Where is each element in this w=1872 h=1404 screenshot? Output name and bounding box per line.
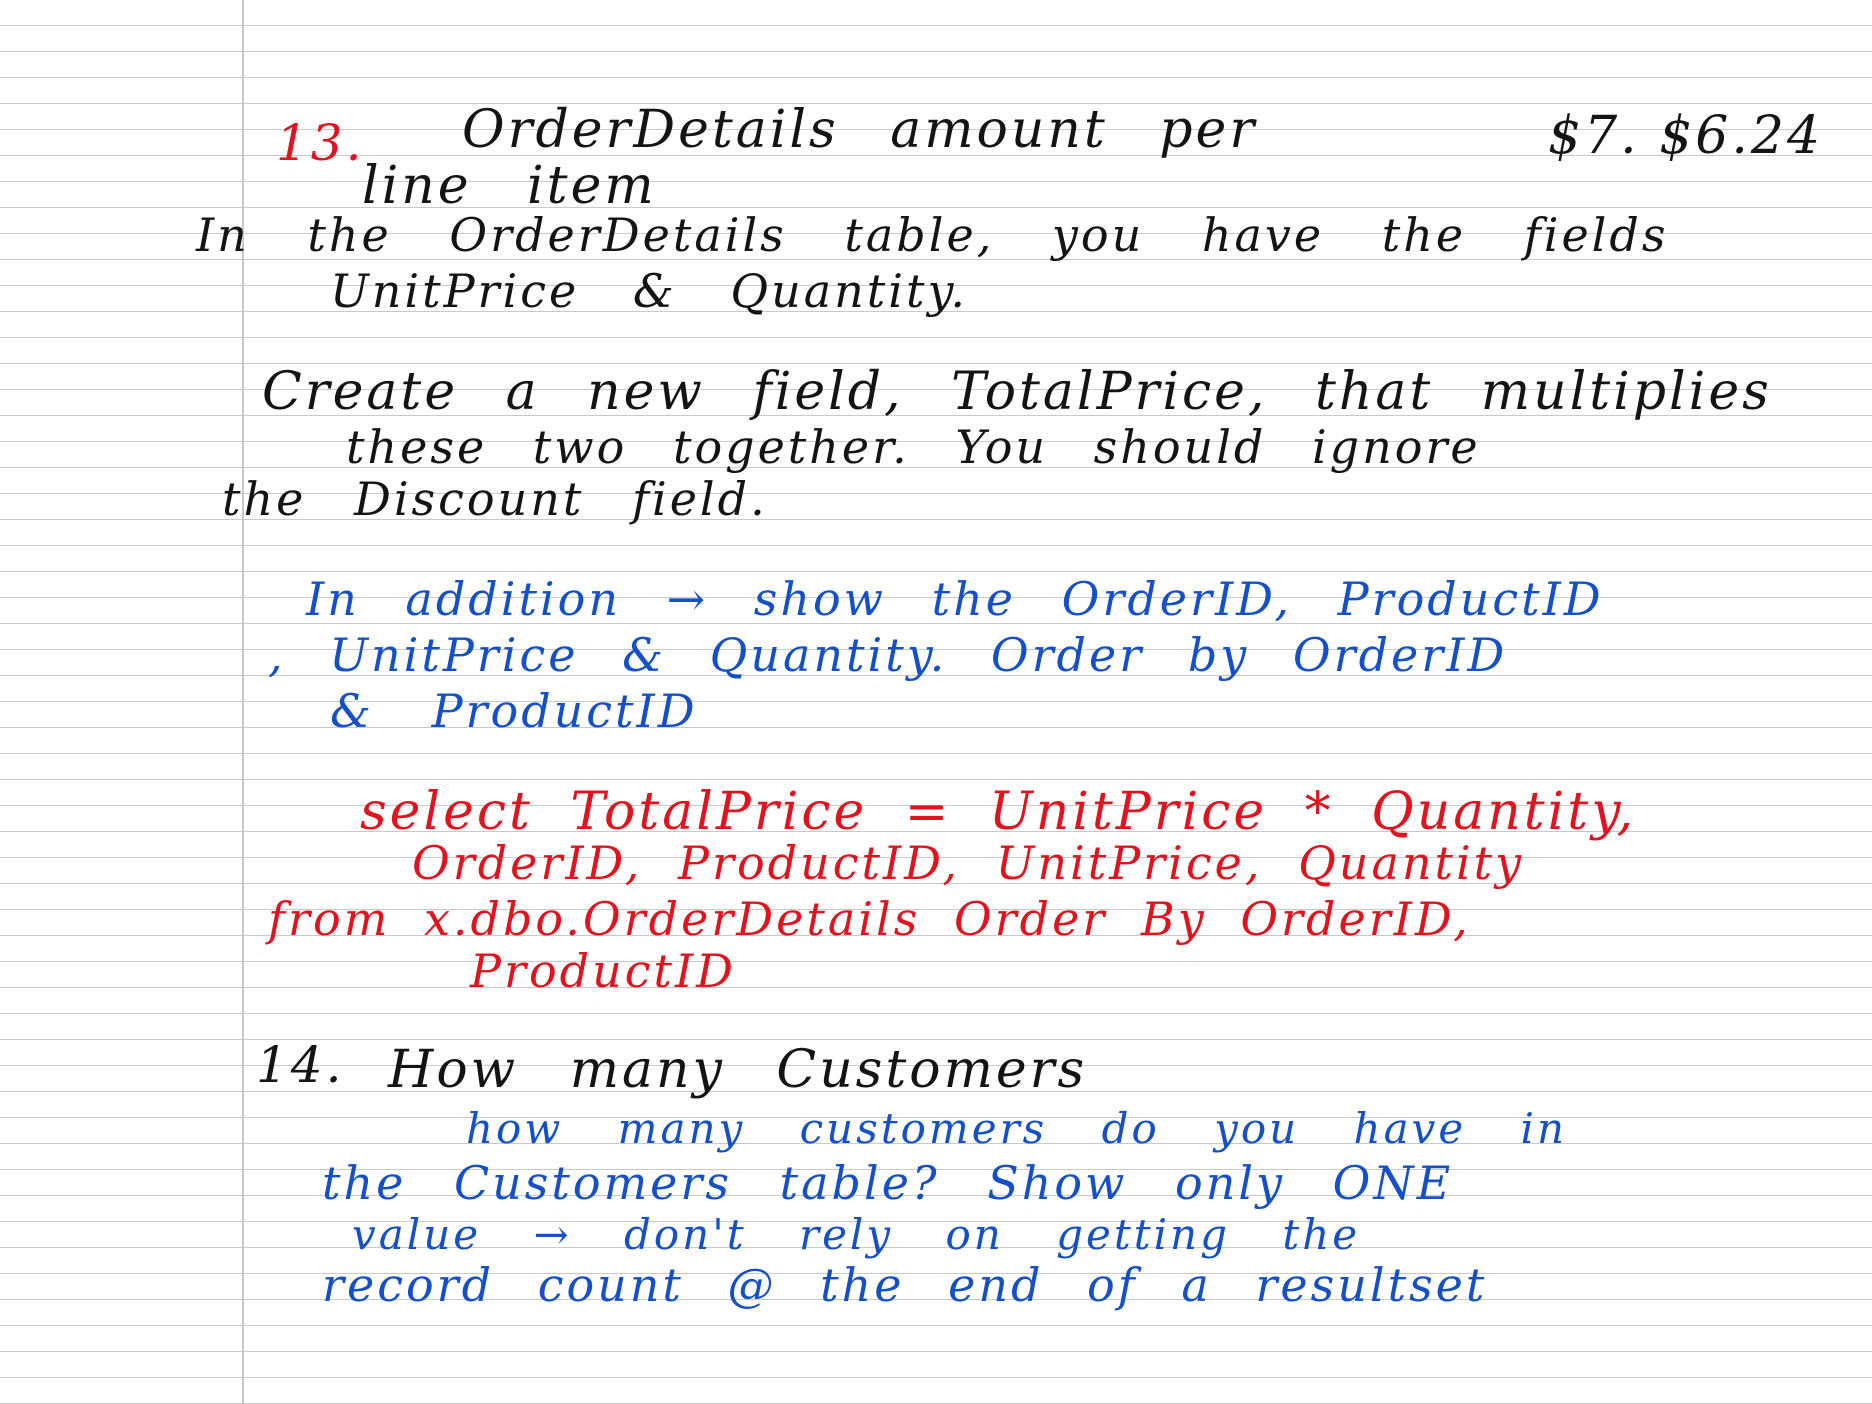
q13-task-line3: the Discount field. xyxy=(222,472,768,526)
q13-task-line1: Create a new field, TotalPrice, that multiplies xyxy=(262,362,1772,422)
q13-desc-line2: UnitPrice & Quantity. xyxy=(330,264,968,318)
q13-sql-line1: select TotalPrice = UnitPrice * Quantity, xyxy=(360,782,1637,842)
q13-sql-line4: ProductID xyxy=(470,944,737,998)
q13-number: 13. xyxy=(276,114,365,172)
q13-title-line1: OrderDetails amount per xyxy=(462,100,1258,160)
q14-line3: value → don't rely on getting the xyxy=(352,1210,1361,1259)
q14-number: 14. xyxy=(256,1036,345,1094)
q13-addition-line1: In addition → show the OrderID, ProductID xyxy=(306,572,1604,626)
q14-line2: the Customers table? Show only ONE xyxy=(322,1156,1454,1210)
q14-title: How many Customers xyxy=(388,1040,1088,1100)
q13-desc-line1: In the OrderDetails table, you have the fields xyxy=(196,208,1669,262)
q13-amount: $7. $6.24 xyxy=(1548,106,1824,166)
q13-sql-line3: from x.dbo.OrderDetails Order By OrderID, xyxy=(268,892,1471,946)
q13-addition-line2: , UnitPrice & Quantity. Order by OrderID xyxy=(268,628,1508,682)
q13-sql-line2: OrderID, ProductID, UnitPrice, Quantity xyxy=(412,836,1525,890)
q13-title-line2: line item xyxy=(362,156,657,216)
q14-line1: how many customers do you have in xyxy=(466,1104,1568,1153)
q13-addition-line3: & ProductID xyxy=(330,684,698,738)
q14-line4: record count @ the end of a resultset xyxy=(322,1258,1488,1312)
q13-task-line2: these two together. You should ignore xyxy=(346,420,1481,474)
